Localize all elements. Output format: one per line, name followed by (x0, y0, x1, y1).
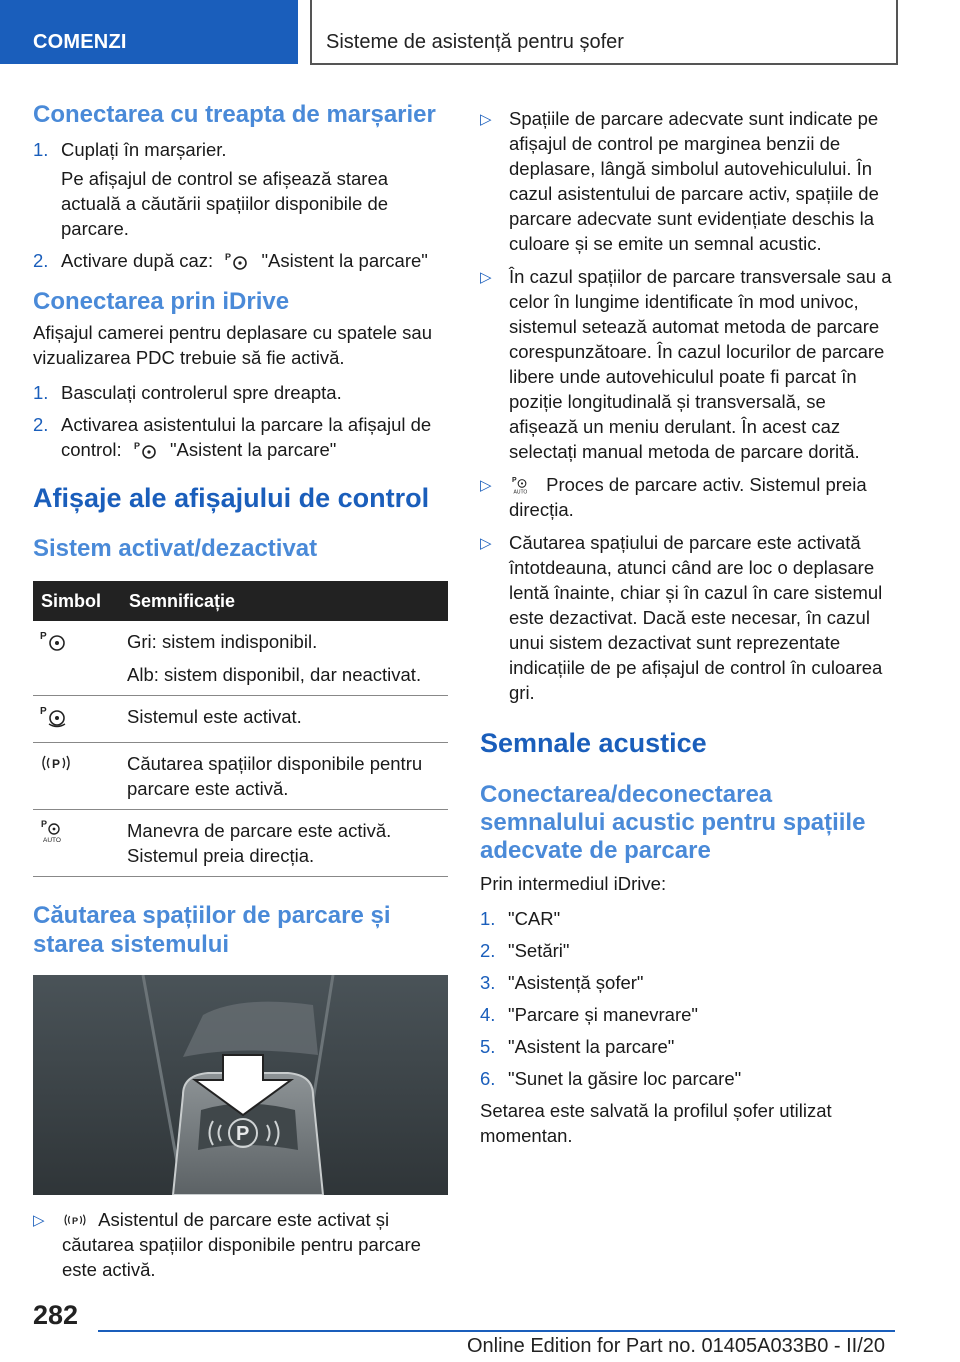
list-item (480, 906, 895, 931)
table-header-row (33, 581, 448, 621)
svg-text:P: P (512, 476, 517, 484)
sound-steps (480, 906, 895, 1091)
chapter-header (310, 0, 898, 65)
list-item (33, 380, 448, 405)
heading-search: Căutarea spațiilor de parcare și starea sistemului (33, 902, 391, 958)
park-assist-icon (133, 440, 159, 460)
left-column (33, 100, 448, 1290)
step-number: 2. (33, 250, 49, 271)
park-auto-icon (509, 475, 535, 495)
list-item (33, 1207, 448, 1282)
meaning-line: Sistemul este activat. (127, 706, 302, 727)
parking-search-icon (39, 751, 73, 775)
step-text: "Parcare și manevrare" (508, 1004, 698, 1025)
bullet-text: Proces de parcare activ. Sistemul preia direcția. (509, 474, 867, 520)
parking-search-icon (62, 1210, 88, 1230)
step-number: 2. (480, 940, 496, 961)
list-item (480, 970, 895, 995)
section-title: COMENZI (33, 31, 127, 53)
step-text: "Asistență șofer" (508, 972, 644, 993)
meaning-line: Căutarea spațiilor disponibile pentru parcare este activă. (127, 753, 423, 799)
page-number: 282 (33, 1300, 79, 1330)
step-prefix: Activare după caz: (61, 250, 214, 271)
svg-text:P: P (225, 252, 232, 262)
bullet-text: Căutarea spațiului de parcare este activată întotdeauna, atunci când are loc o deplasare lentă înainte, chiar și în cazul în care sistemul este dezactivat. Dacă este necesar, în cazul unui sistem dezactivat sunt reprezentate indicațiile de pe afișajul de control în culoarea gri. (509, 532, 883, 703)
svg-text:P: P (236, 1123, 250, 1145)
right-column (480, 106, 895, 1148)
step-number: 1. (33, 382, 49, 403)
step-text: "CAR" (508, 908, 561, 929)
heading-toggle: Conectarea/deconectarea semnalului acustic pentru spațiile adecvate de parcare (480, 781, 866, 864)
heading-sounds: Semnale acustice (480, 728, 707, 758)
list-item (480, 472, 895, 522)
list-item (480, 530, 895, 705)
bullet-text: Asistentul de parcare este activat și căutarea spațiilor disponibile pentru parcare este activă. (62, 1209, 421, 1280)
list-item (480, 1034, 895, 1059)
step-text: Basculați controlerul spre dreapta. (61, 382, 342, 403)
info-bullets (480, 106, 895, 705)
step-number: 1. (480, 908, 496, 929)
footer-divider (98, 1330, 895, 1332)
list-item (33, 412, 448, 462)
idrive-intro: Afișajul camerei pentru deplasare cu spatele sau vizualizarea PDC trebuie să fie activă. (33, 322, 433, 368)
park-auto-icon (39, 818, 69, 844)
toggle-intro: Prin intermediul iDrive: (480, 873, 667, 894)
park-assist-grey-icon (39, 629, 69, 653)
list-item (480, 1002, 895, 1027)
svg-text:P: P (41, 819, 48, 829)
meaning-line: Alb: sistem disponibil, dar neactivat. (127, 664, 422, 685)
chapter-title: Sisteme de asistență pentru șofer (326, 31, 624, 53)
list-item (480, 264, 895, 464)
symbol-table (33, 581, 448, 877)
parking-display-image (33, 975, 448, 1195)
step-text: "Asistent la parcare" (508, 1036, 675, 1057)
step-number: 3. (480, 972, 496, 993)
toggle-outro: Setarea este salvată la profilul șofer utilizat momentan. (480, 1100, 832, 1146)
triangle-bullet-icon: ▷ (480, 535, 492, 552)
svg-text:P: P (52, 757, 61, 771)
svg-text:AUTO: AUTO (43, 837, 61, 844)
meaning-line: Manevra de parcare este activă. Sistemul preia direcția. (127, 820, 392, 866)
svg-text:AUTO: AUTO (513, 489, 528, 495)
step-note: Pe afișajul de control se afișează starea actuală a căutării spațiilor disponibile de parcare. (61, 168, 389, 239)
step-text: Activarea asistentului la parcare la afișajul de control: (61, 414, 432, 460)
park-assist-icon (224, 251, 250, 271)
step-suffix: "Asistent la parcare" (169, 439, 337, 460)
edition-text: Online Edition for Part no. 01405A033B0 - II/20 (466, 1335, 885, 1357)
table-row (33, 696, 448, 743)
idrive-steps (33, 380, 448, 462)
svg-text:P: P (40, 706, 47, 717)
section-tab (0, 0, 298, 64)
list-item (480, 1066, 895, 1091)
step-number: 2. (33, 414, 49, 435)
bullet-text: În cazul spațiilor de parcare transversale sau a celor în lungime identificate în mod univoc, sistemul setează automat metoda de parcare corespunzătoare. În cazul locurilor de parcare libere unde autovehiculul poate fi parcat în poziție longitudinală și transversală, se afișează un meniu derulant. În acest caz selectați manual metoda de parcare dorită. (509, 266, 892, 462)
step-number: 1. (33, 139, 49, 160)
table-row (33, 621, 448, 696)
svg-text:P: P (71, 1215, 79, 1226)
park-assist-active-icon (39, 704, 69, 728)
heading-idrive: Conectarea prin iDrive (33, 288, 290, 315)
heading-reverse: Conectarea cu treapta de marșarier (33, 101, 436, 128)
step-text: "Sunet la găsire loc parcare" (508, 1068, 742, 1089)
list-item (33, 248, 448, 273)
svg-text:P: P (133, 441, 140, 451)
step-text: Cuplați în marșarier. (61, 139, 227, 160)
step-text: "Asistent la parcare" (261, 250, 428, 271)
step-number: 6. (480, 1068, 496, 1089)
photo-bullets (33, 1207, 448, 1282)
step-text: "Setări" (508, 940, 570, 961)
svg-text:P: P (40, 631, 47, 642)
col-symbol: Simbol (33, 581, 127, 621)
triangle-bullet-icon: ▷ (480, 111, 492, 128)
reverse-steps (33, 137, 448, 273)
heading-status: Sistem activat/dezactivat (33, 535, 318, 562)
heading-display: Afișaje ale afișajului de control (33, 483, 430, 513)
col-meaning: Semnificație (127, 581, 448, 621)
triangle-bullet-icon: ▷ (33, 1212, 45, 1229)
list-item (33, 137, 448, 241)
table-row (33, 743, 448, 810)
triangle-bullet-icon: ▷ (480, 477, 492, 494)
triangle-bullet-icon: ▷ (480, 269, 492, 286)
step-number: 4. (480, 1004, 496, 1025)
list-item (480, 106, 895, 256)
bullet-text: Spațiile de parcare adecvate sunt indicate pe afișajul de control pe marginea benzii de deplasare, lângă simbolul autovehiculului. În cazul asistentului de parcare activ, spațiile de parcare adecvate sunt evidențiate deschis la culoare și se emite un semnal acustic. (509, 108, 879, 254)
list-item (480, 938, 895, 963)
step-number: 5. (480, 1036, 496, 1057)
meaning-line: Gri: sistem indisponibil. (127, 631, 318, 652)
table-row (33, 810, 448, 877)
car-parking-display-image (33, 975, 448, 1195)
